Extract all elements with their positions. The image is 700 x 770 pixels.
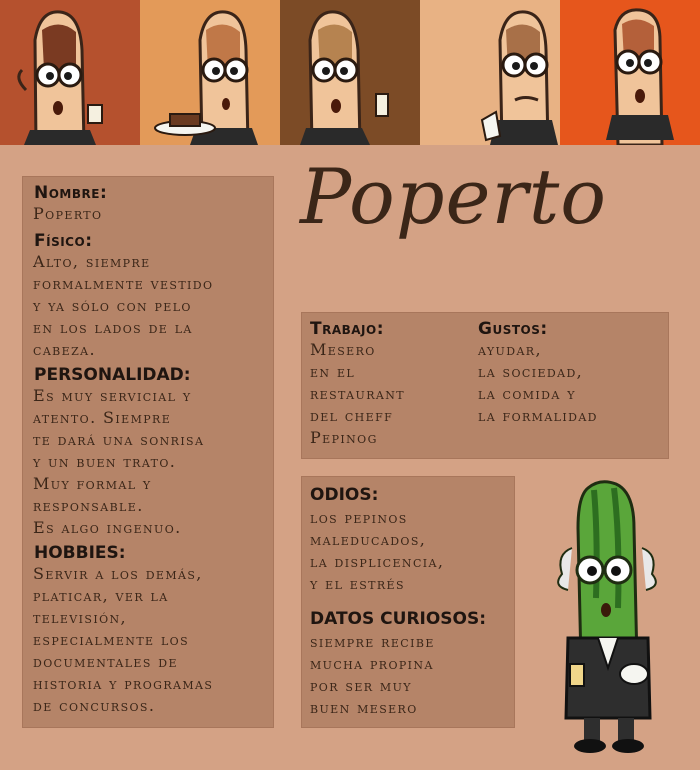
character-panel-4 bbox=[420, 0, 560, 145]
hobbies-line: platicar, ver la bbox=[33, 586, 169, 605]
hobbies-line: historia y programas bbox=[33, 674, 214, 693]
likes-description bbox=[478, 339, 666, 427]
job-label: Trabajo: bbox=[310, 319, 385, 339]
personality-line: responsable. bbox=[33, 496, 144, 515]
physical-line: en los lados de la bbox=[33, 318, 193, 337]
personality-line: Muy formal y bbox=[33, 474, 152, 493]
character-panel-2 bbox=[140, 0, 280, 145]
hobbies-description bbox=[33, 563, 271, 717]
job-line: del cheff bbox=[310, 406, 394, 425]
character-name-title: Poperto bbox=[300, 152, 608, 241]
hobbies-line: de concursos. bbox=[33, 696, 156, 715]
dislikes-facts-card bbox=[301, 476, 515, 728]
likes-line: la comida y bbox=[478, 384, 576, 403]
poperto-full-body-illustration bbox=[538, 478, 678, 758]
hobbies-line: televisión, bbox=[33, 608, 128, 627]
name-label: Nombre: bbox=[34, 183, 108, 203]
personality-line: Es algo ingenuo. bbox=[33, 518, 182, 537]
physical-line: formalmente vestido bbox=[33, 274, 214, 293]
physical-description bbox=[33, 251, 271, 361]
personality-line: y un buen trato. bbox=[33, 452, 177, 471]
job-description bbox=[310, 339, 475, 449]
facts-line: buen mesero bbox=[310, 698, 418, 717]
job-line: Pepinog bbox=[310, 428, 378, 447]
physical-label: Físico: bbox=[34, 231, 93, 251]
hobbies-line: documentales de bbox=[33, 652, 178, 671]
character-panel-1 bbox=[0, 0, 140, 145]
job-line: restaurant bbox=[310, 384, 405, 403]
hobbies-line: especialmente los bbox=[33, 630, 190, 649]
personality-description bbox=[33, 385, 271, 539]
likes-label: Gustos: bbox=[478, 319, 548, 339]
job-likes-card bbox=[301, 312, 669, 459]
dislikes-label: ODIOS: bbox=[310, 485, 379, 505]
facts-line: por ser muy bbox=[310, 676, 412, 695]
personality-line: te dará una sonrisa bbox=[33, 430, 205, 449]
hobbies-line: Servir a los demás, bbox=[33, 564, 203, 583]
name-value: Poperto bbox=[33, 204, 103, 223]
physical-line: cabeza. bbox=[33, 340, 96, 359]
personality-line: Es muy servicial y bbox=[33, 386, 192, 405]
facts-line: mucha propina bbox=[310, 654, 434, 673]
poperto-portrait-4 bbox=[420, 0, 560, 145]
likes-line: ayudar, bbox=[478, 340, 542, 359]
job-line: en el bbox=[310, 362, 356, 381]
physical-line: y ya sólo con pelo bbox=[33, 296, 192, 315]
dislikes-line: la displicencia, bbox=[310, 552, 445, 571]
dislikes-line: y el estrés bbox=[310, 574, 405, 593]
likes-line: la sociedad, bbox=[478, 362, 584, 381]
dislikes-line: los pepinos bbox=[310, 508, 408, 527]
personality-line: atento. Siempre bbox=[33, 408, 172, 427]
dislikes-description bbox=[310, 507, 510, 595]
profile-card bbox=[22, 176, 274, 728]
character-panel-3 bbox=[280, 0, 420, 145]
poperto-portrait-1 bbox=[0, 0, 140, 145]
physical-line: Alto, siempre bbox=[33, 252, 151, 271]
facts-description bbox=[310, 631, 510, 719]
dislikes-line: maleducados, bbox=[310, 530, 427, 549]
hobbies-label: HOBBIES: bbox=[34, 543, 126, 563]
poperto-portrait-3 bbox=[280, 0, 420, 145]
likes-line: la formalidad bbox=[478, 406, 598, 425]
facts-line: siempre recibe bbox=[310, 632, 435, 651]
poperto-portrait-5 bbox=[560, 0, 700, 145]
job-line: Mesero bbox=[310, 340, 376, 359]
personality-label: PERSONALIDAD: bbox=[34, 365, 191, 385]
character-strip bbox=[0, 0, 700, 145]
poperto-portrait-2 bbox=[140, 0, 280, 145]
facts-label: DATOS CURIOSOS: bbox=[310, 609, 487, 629]
character-panel-5 bbox=[560, 0, 700, 145]
